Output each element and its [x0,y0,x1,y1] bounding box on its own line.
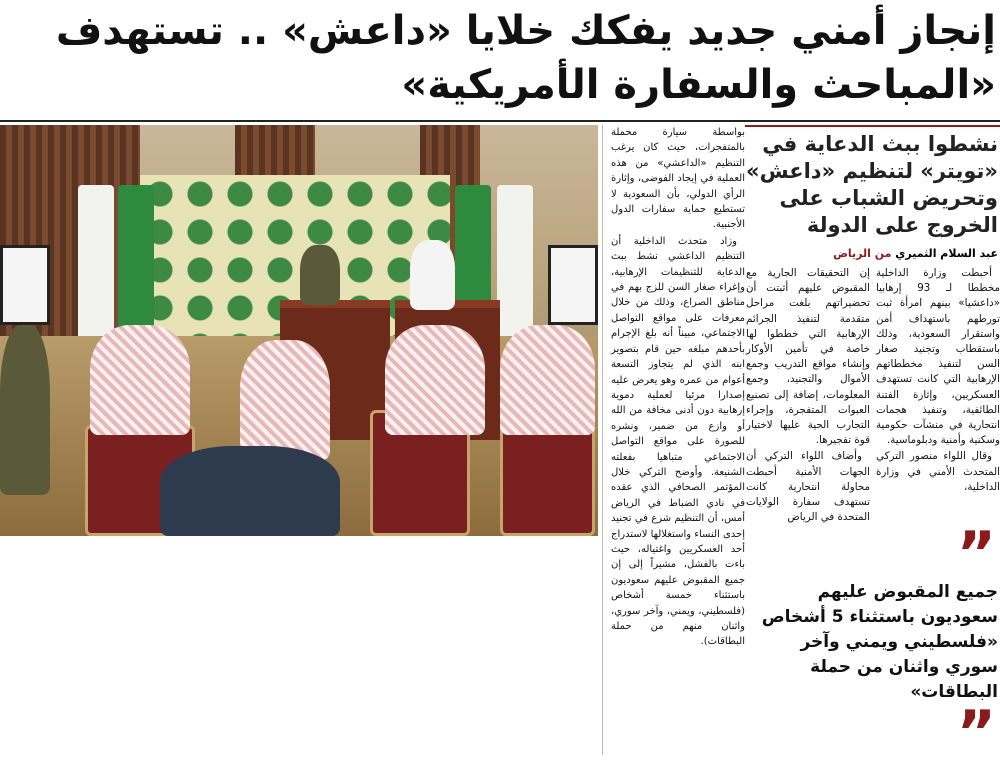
speaker [410,240,455,310]
paragraph: بواسطة سيارة محملة بالمتفجرات، حيث كان يرغب التنظيم «الداعشي» من هذه العملية في إيجاد الفوضى، وإثارة الرأي الدولي، بأن السعودية لا تستطيع حماية سفارات الدول الأجنبية. [611,127,745,231]
pull-quote: جميع المقبوض عليهم سعوديون باستثناء 5 أشخاص «فلسطيني ويمني وآخر سوري واثنان من حملة البطاقات» [761,582,998,703]
quote-close-icon: ” [956,698,996,768]
middle-column [611,125,745,651]
paragraph: وأضاف اللواء التركي أن الجهات الأمنية أحبطت محاولة انتحارية كانت تستهدف سفارة الولايات المتحدة في الرياض [746,450,870,524]
attendee [160,446,340,536]
column-divider [602,125,603,755]
attendee [385,325,485,435]
paragraph: وزاد متحدث الداخلية أن التنظيم الداعشي نشط ببث الدعاية للتنظيمات الإرهابية، وإغراء صغار السن للزج بهم في مناطق الصراع، وذلك من خلال معرفات على مواقع التواصل الاجتماعي، مبيناً أنه بلغ الإجرام بأحدهم مبلغه حين قام بتصوير ابنه الذي لم يتجاوز التسعة أعوام من عمره وهو يعرض عليه إصدارا مرئيا لعملية دموية إرهابية دون أدنى مخافة من الله أو وازع من ضمير، ونشره للصورة على مواقع التواصل الاجتماعي متباهيا بفعلته الشنيعة. وأوضح التركي خلال المؤتمر الصحافي الذي عقده في نادي الضباط في الرياض أمس، أن التنظيم شرع في تجنيد إحدى النساء واستغلالها لاستدراج أحد العسكريين واغتياله، حيث باءت بالفشل، مشيراً إلى إن جميع المقبوض عليهم سعوديون باستثناء خمسة أشخاص (فلسطيني، ويمني، وآخر سوري، واثنان منهم من حملة البطاقات). [611,235,745,648]
paragraph: وقال اللواء منصور التركي المتحدث الأمني في وزارة الداخلية، [876,450,1000,493]
attendee [500,325,595,435]
quote-open-icon: ” [956,519,996,590]
attendee [240,340,330,460]
chair [500,425,595,536]
byline [745,247,998,260]
divider [0,120,1000,122]
sidebar-columns [745,266,1000,526]
screen [548,245,598,325]
byline-name: عبد السلام الثميري [895,247,998,260]
attendee [90,325,190,435]
screen [0,245,50,325]
sub-headline: نشطوا ببث الدعاية في «تويتر» لتنظيم «داعش» وتحريض الشباب على الخروج على الدولة [746,132,998,237]
left-column [746,266,870,526]
page-body [0,125,1000,768]
speaker [300,245,340,305]
byline-location: من الرياض [833,247,892,260]
paragraph: إن التحقيقات الجارية مع المقبوض عليهم أثبتت أن تحضيراتهم بلغت مراحل متقدمة لتنفيذ الجرائم الإرهابية التي خططوا لها خاصة في تأمين الأوكار وإنشاء مواقع التدريب وجمع الأموال والتجنيد، وجمع المعلومات، إضافة إلى تصنيع العبوات المتفجرة، وإجراء التجارب الحية عليها لاختيار قوة تفجيرها. [746,267,870,447]
sidebar-story [745,125,1000,768]
press-conference-photo [0,125,598,536]
attendee [0,325,50,495]
headline: إنجاز أمني جديد يفكك خلايا «داعش» .. تستهدف «المباحث والسفارة الأمريكية» [55,8,996,108]
right-column [876,266,1000,526]
paragraph: أحبطت وزارة الداخلية مخططا لـ 93 إرهابيا «داعشيا» بينهم امرأة ثبت تورطهم باستهداف أمن واستقرار السعودية، وذلك باستقطاب وتجنيد صغار السن لتنفيذ مخططاتهم الإرهابية التي كانت تستهدف العسكريين، وإثارة الفتنة الطائفية، وتنفيذ هجمات انتحارية في منشآت حكومية وسكنية وأمنية ودبلوماسية. [876,267,1000,447]
